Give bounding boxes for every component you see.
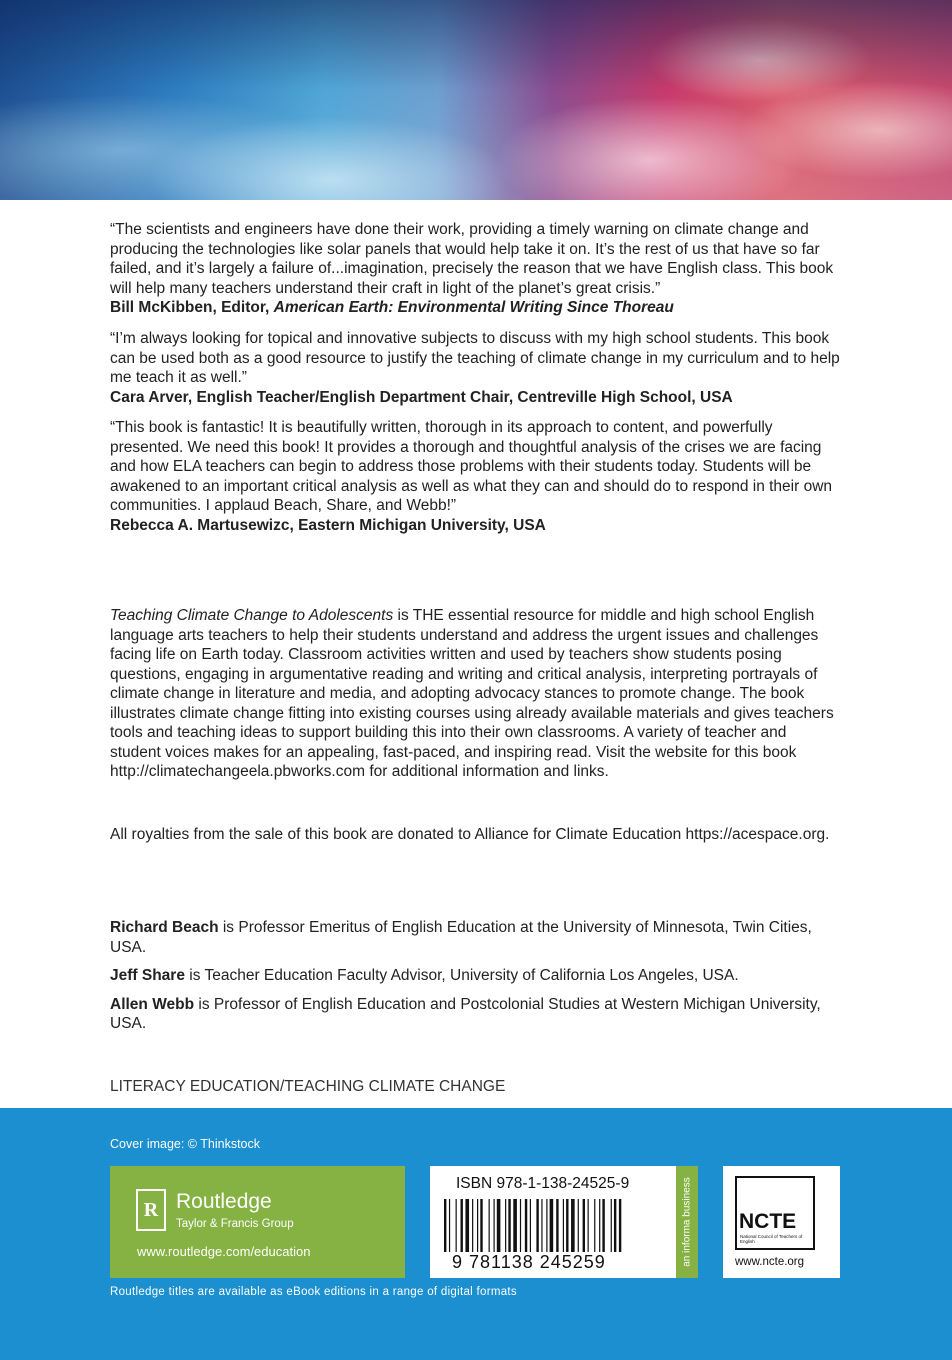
quote-text: “This book is fantastic! It is beautifully written, thorough in its approach to content, and powerfully presented. We need this book! It provides a thorough and thoughtful analysis of the crises we are facing and how ELA teachers can begin to address those problems with their students today. Students will be awakened to an important critical analysis as well as what they can and should do to respond in their own communities. I applaud Beach, Share, and Webb!” xyxy=(110,419,833,514)
royalties-note xyxy=(110,825,840,845)
quote-arver xyxy=(110,329,840,407)
subject-category: LITERACY EDUCATION/TEACHING CLIMATE CHANGE xyxy=(110,1078,506,1095)
informa-strip xyxy=(676,1166,698,1278)
ncte-logo-block xyxy=(723,1166,840,1278)
quote-text: “The scientists and engineers have done their work, providing a timely warning on climate change and producing the technologies like solar panels that would help take it on. It’s the rest of us that have so far failed, and it’s largely a failure of...imagination, precisely the reason that we have English class. This book will help many teachers understand their craft in light of the planet’s great crisis.” xyxy=(110,221,834,297)
author-bio-text: is Teacher Education Faculty Advisor, University of California Los Angeles, USA. xyxy=(184,967,739,984)
quote-attribution xyxy=(110,298,840,318)
cover-credit: Cover image: © Thinkstock xyxy=(110,1137,261,1151)
author-name: Jeff Share xyxy=(110,967,185,984)
quote-attribution: Cara Arver, English Teacher/English Department Chair, Centreville High School, USA xyxy=(110,388,733,406)
quote-attribution: Rebecca A. Martusewizc, Eastern Michigan University, USA xyxy=(110,516,546,534)
barcode-block xyxy=(430,1166,676,1278)
quote-text: “I’m always looking for topical and innovative subjects to discuss with my high school students. This book can be used both as a good resource to justify the teaching of climate change in my curriculum and to help me teach it as well.” xyxy=(110,330,840,386)
ncte-url: www.ncte.org xyxy=(735,1256,805,1268)
author-bio xyxy=(110,918,840,957)
royalties-text: All royalties from the sale of this book are donated to Alliance for Climate Education https://acespace.org. xyxy=(110,826,830,843)
isbn-label: ISBN 978-1-138-24525-9 xyxy=(456,1175,630,1192)
quote-martusewizc xyxy=(110,418,840,535)
author-bio-text: is Professor Emeritus of English Education at the University of Minnesota, Twin Cities, USA. xyxy=(110,919,812,956)
attribution-name: Bill McKibben, Editor, xyxy=(110,299,274,316)
book-description xyxy=(110,606,840,782)
author-name: Richard Beach xyxy=(110,919,219,936)
routledge-logo-icon: R xyxy=(136,1189,166,1231)
ncte-title: NCTE xyxy=(739,1210,797,1233)
attribution-work: American Earth: Environmental Writing Since Thoreau xyxy=(273,299,674,316)
publisher-url: www.routledge.com/education xyxy=(137,1244,311,1259)
publisher-name: Routledge xyxy=(176,1190,272,1213)
ncte-subtitle: National Council of Teachers of English xyxy=(740,1234,803,1244)
ebook-note: Routledge titles are available as eBook editions in a range of digital formats xyxy=(110,1286,517,1298)
barcode-number: 9 781138 245259 xyxy=(452,1252,606,1272)
description-text: is THE essential resource for middle and high school English language arts teachers to help their students understand and address the urgent issues and challenges facing life on Earth today. Classroom activities written and used by teachers show students posing questions, engaging in argumentative reading and writing and critical analysis, interpreting portrayals of climate change in literature and media, and adopting advocacy stances to promote change. The book illustrates climate change fitting into existing courses using already available materials and gives teachers tools and teaching ideas to support building this into their own classrooms. A variety of teacher and student voices makes for an appealing, fast-paced, and inspiring read. Visit the website for this book http://climatechangeela.pbworks.com for additional information and links. xyxy=(110,607,834,780)
book-title: Teaching Climate Change to Adolescents xyxy=(110,607,394,624)
author-bio xyxy=(110,966,840,986)
publisher-group: Taylor & Francis Group xyxy=(176,1218,294,1230)
author-bios xyxy=(110,918,840,1043)
ncte-logo-icon xyxy=(735,1176,815,1250)
informa-label: an informa business xyxy=(681,1177,693,1267)
publisher-logo-block xyxy=(110,1166,405,1278)
cover-sky-image xyxy=(0,0,952,200)
quote-mckibben xyxy=(110,220,840,318)
author-bio-text: is Professor of English Education and Postcolonial Studies at Western Michigan University, USA. xyxy=(110,995,821,1032)
author-name: Allen Webb xyxy=(110,995,195,1013)
barcode-icon xyxy=(444,1199,664,1252)
author-bio xyxy=(110,995,840,1034)
